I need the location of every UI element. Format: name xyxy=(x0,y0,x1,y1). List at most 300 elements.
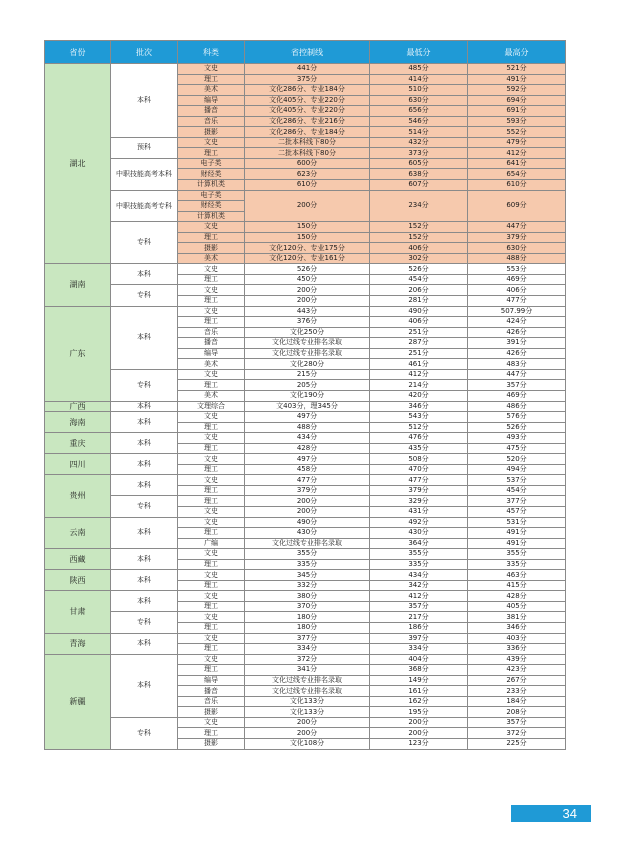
control-line-cell: 文化280分 xyxy=(245,359,370,370)
table-row xyxy=(45,222,566,233)
table-row xyxy=(45,717,566,728)
max-score-cell: 610分 xyxy=(468,180,566,191)
max-score-cell: 491分 xyxy=(468,538,566,549)
control-line-cell: 文化120分、专业175分 xyxy=(245,243,370,254)
category-cell: 计算机类 xyxy=(178,211,245,222)
table-row xyxy=(45,158,566,169)
control-line-cell: 335分 xyxy=(245,559,370,570)
max-score-cell: 405分 xyxy=(468,601,566,612)
category-cell: 文史 xyxy=(178,137,245,148)
category-cell: 财经类 xyxy=(178,169,245,180)
category-cell: 编导 xyxy=(178,348,245,359)
batch-cell: 本科 xyxy=(111,412,178,433)
batch-cell: 本科 xyxy=(111,306,178,369)
max-score-cell: 488分 xyxy=(468,253,566,264)
control-line-cell: 372分 xyxy=(245,654,370,665)
category-cell: 电子类 xyxy=(178,158,245,169)
header-max-score: 最高分 xyxy=(468,41,566,64)
table-row xyxy=(45,306,566,317)
max-score-cell: 493分 xyxy=(468,433,566,444)
min-score-cell: 346分 xyxy=(370,401,468,412)
category-cell: 编导 xyxy=(178,675,245,686)
min-score-cell: 406分 xyxy=(370,243,468,254)
max-score-cell: 592分 xyxy=(468,85,566,96)
control-line-cell: 450分 xyxy=(245,274,370,285)
category-cell: 播音 xyxy=(178,338,245,349)
batch-cell: 预科 xyxy=(111,137,178,158)
max-score-cell: 475分 xyxy=(468,443,566,454)
category-cell: 文史 xyxy=(178,454,245,465)
min-score-cell: 281分 xyxy=(370,296,468,307)
control-line-cell: 332分 xyxy=(245,580,370,591)
category-cell: 理工 xyxy=(178,622,245,633)
category-cell: 理工 xyxy=(178,665,245,676)
max-score-cell: 576分 xyxy=(468,412,566,423)
min-score-cell: 461分 xyxy=(370,359,468,370)
min-score-cell: 329分 xyxy=(370,496,468,507)
control-line-cell: 200分 xyxy=(245,190,370,222)
control-line-cell: 文化405分、专业220分 xyxy=(245,106,370,117)
batch-cell: 本科 xyxy=(111,454,178,475)
category-cell: 文史 xyxy=(178,64,245,75)
category-cell: 理工 xyxy=(178,148,245,159)
control-line-cell: 200分 xyxy=(245,728,370,739)
category-cell: 理工 xyxy=(178,464,245,475)
max-score-cell: 379分 xyxy=(468,232,566,243)
province-cell: 陕西 xyxy=(45,570,111,591)
category-cell: 文史 xyxy=(178,412,245,423)
table-row xyxy=(45,64,566,75)
max-score-cell: 526分 xyxy=(468,422,566,433)
min-score-cell: 251分 xyxy=(370,348,468,359)
table-row xyxy=(45,633,566,644)
max-score-cell: 381分 xyxy=(468,612,566,623)
category-cell: 理工 xyxy=(178,422,245,433)
table-row xyxy=(45,285,566,296)
category-cell: 文史 xyxy=(178,475,245,486)
table-row xyxy=(45,496,566,507)
min-score-cell: 334分 xyxy=(370,644,468,655)
category-cell: 文史 xyxy=(178,591,245,602)
max-score-cell: 357分 xyxy=(468,717,566,728)
max-score-cell: 694分 xyxy=(468,95,566,106)
control-line-cell: 文化过线专业排名录取 xyxy=(245,538,370,549)
category-cell: 理工 xyxy=(178,559,245,570)
province-cell: 西藏 xyxy=(45,549,111,570)
batch-cell: 本科 xyxy=(111,475,178,496)
control-line-cell: 文化133分 xyxy=(245,696,370,707)
header-control-line: 省控制线 xyxy=(245,41,370,64)
max-score-cell: 469分 xyxy=(468,274,566,285)
header-category: 科类 xyxy=(178,41,245,64)
min-score-cell: 234分 xyxy=(370,190,468,222)
control-line-cell: 334分 xyxy=(245,644,370,655)
control-line-cell: 文403分，理345分 xyxy=(245,401,370,412)
batch-cell: 中职技能高考本科 xyxy=(111,158,178,190)
province-cell: 甘肃 xyxy=(45,591,111,633)
control-line-cell: 200分 xyxy=(245,296,370,307)
province-cell: 湖南 xyxy=(45,264,111,306)
control-line-cell: 375分 xyxy=(245,74,370,85)
control-line-cell: 文化405分、专业220分 xyxy=(245,95,370,106)
min-score-cell: 434分 xyxy=(370,570,468,581)
control-line-cell: 200分 xyxy=(245,506,370,517)
min-score-cell: 430分 xyxy=(370,528,468,539)
category-cell: 文史 xyxy=(178,549,245,560)
min-score-cell: 287分 xyxy=(370,338,468,349)
province-cell: 贵州 xyxy=(45,475,111,517)
min-score-cell: 355分 xyxy=(370,549,468,560)
max-score-cell: 520分 xyxy=(468,454,566,465)
control-line-cell: 文化过线专业排名录取 xyxy=(245,686,370,697)
control-line-cell: 441分 xyxy=(245,64,370,75)
header-batch: 批次 xyxy=(111,41,178,64)
category-cell: 理工 xyxy=(178,443,245,454)
max-score-cell: 630分 xyxy=(468,243,566,254)
table-row xyxy=(45,190,566,201)
min-score-cell: 195分 xyxy=(370,707,468,718)
max-score-cell: 494分 xyxy=(468,464,566,475)
category-cell: 计算机类 xyxy=(178,180,245,191)
batch-cell: 本科 xyxy=(111,433,178,454)
category-cell: 理工 xyxy=(178,380,245,391)
max-score-cell: 491分 xyxy=(468,528,566,539)
min-score-cell: 454分 xyxy=(370,274,468,285)
max-score-cell: 208分 xyxy=(468,707,566,718)
control-line-cell: 180分 xyxy=(245,612,370,623)
min-score-cell: 200分 xyxy=(370,728,468,739)
max-score-cell: 403分 xyxy=(468,633,566,644)
max-score-cell: 423分 xyxy=(468,665,566,676)
max-score-cell: 463分 xyxy=(468,570,566,581)
min-score-cell: 485分 xyxy=(370,64,468,75)
batch-cell: 本科 xyxy=(111,570,178,591)
category-cell: 文史 xyxy=(178,517,245,528)
min-score-cell: 186分 xyxy=(370,622,468,633)
min-score-cell: 123分 xyxy=(370,739,468,750)
category-cell: 电子类 xyxy=(178,190,245,201)
category-cell: 广编 xyxy=(178,538,245,549)
category-cell: 文史 xyxy=(178,633,245,644)
max-score-cell: 469分 xyxy=(468,390,566,401)
table-row xyxy=(45,549,566,560)
control-line-cell: 205分 xyxy=(245,380,370,391)
control-line-cell: 428分 xyxy=(245,443,370,454)
batch-cell: 本科 xyxy=(111,591,178,612)
province-cell: 广西 xyxy=(45,401,111,412)
control-line-cell: 215分 xyxy=(245,369,370,380)
min-score-cell: 512分 xyxy=(370,422,468,433)
province-cell: 四川 xyxy=(45,454,111,475)
table-row xyxy=(45,570,566,581)
category-cell: 文史 xyxy=(178,654,245,665)
province-cell: 重庆 xyxy=(45,433,111,454)
category-cell: 编导 xyxy=(178,95,245,106)
batch-cell: 专科 xyxy=(111,717,178,749)
max-score-cell: 355分 xyxy=(468,549,566,560)
control-line-cell: 150分 xyxy=(245,232,370,243)
min-score-cell: 342分 xyxy=(370,580,468,591)
min-score-cell: 214分 xyxy=(370,380,468,391)
category-cell: 理工 xyxy=(178,232,245,243)
table-row xyxy=(45,454,566,465)
category-cell: 音乐 xyxy=(178,116,245,127)
min-score-cell: 335分 xyxy=(370,559,468,570)
control-line-cell: 文化286分、专业216分 xyxy=(245,116,370,127)
control-line-cell: 文化286分、专业184分 xyxy=(245,127,370,138)
max-score-cell: 552分 xyxy=(468,127,566,138)
admission-scores-table xyxy=(44,40,566,750)
control-line-cell: 600分 xyxy=(245,158,370,169)
table-row xyxy=(45,412,566,423)
category-cell: 文史 xyxy=(178,612,245,623)
max-score-cell: 507.99分 xyxy=(468,306,566,317)
max-score-cell: 426分 xyxy=(468,348,566,359)
category-cell: 文史 xyxy=(178,306,245,317)
min-score-cell: 368分 xyxy=(370,665,468,676)
max-score-cell: 553分 xyxy=(468,264,566,275)
control-line-cell: 文化过线专业排名录取 xyxy=(245,348,370,359)
min-score-cell: 543分 xyxy=(370,412,468,423)
category-cell: 美术 xyxy=(178,253,245,264)
control-line-cell: 488分 xyxy=(245,422,370,433)
max-score-cell: 184分 xyxy=(468,696,566,707)
control-line-cell: 434分 xyxy=(245,433,370,444)
category-cell: 理工 xyxy=(178,601,245,612)
max-score-cell: 593分 xyxy=(468,116,566,127)
control-line-cell: 文化108分 xyxy=(245,739,370,750)
max-score-cell: 267分 xyxy=(468,675,566,686)
max-score-cell: 406分 xyxy=(468,285,566,296)
min-score-cell: 404分 xyxy=(370,654,468,665)
max-score-cell: 335分 xyxy=(468,559,566,570)
control-line-cell: 文化过线专业排名录取 xyxy=(245,675,370,686)
control-line-cell: 文化190分 xyxy=(245,390,370,401)
control-line-cell: 443分 xyxy=(245,306,370,317)
min-score-cell: 546分 xyxy=(370,116,468,127)
province-cell: 湖北 xyxy=(45,64,111,264)
min-score-cell: 492分 xyxy=(370,517,468,528)
max-score-cell: 457分 xyxy=(468,506,566,517)
min-score-cell: 412分 xyxy=(370,591,468,602)
table-row xyxy=(45,654,566,665)
control-line-cell: 文化过线专业排名录取 xyxy=(245,338,370,349)
min-score-cell: 607分 xyxy=(370,180,468,191)
control-line-cell: 180分 xyxy=(245,622,370,633)
category-cell: 摄影 xyxy=(178,739,245,750)
header-province: 省份 xyxy=(45,41,111,64)
category-cell: 播音 xyxy=(178,106,245,117)
control-line-cell: 526分 xyxy=(245,264,370,275)
max-score-cell: 479分 xyxy=(468,137,566,148)
min-score-cell: 251分 xyxy=(370,327,468,338)
batch-cell: 本科 xyxy=(111,654,178,717)
table-row xyxy=(45,264,566,275)
min-score-cell: 476分 xyxy=(370,433,468,444)
category-cell: 美术 xyxy=(178,390,245,401)
min-score-cell: 514分 xyxy=(370,127,468,138)
max-score-cell: 531分 xyxy=(468,517,566,528)
min-score-cell: 656分 xyxy=(370,106,468,117)
category-cell: 理工 xyxy=(178,74,245,85)
table-row xyxy=(45,369,566,380)
min-score-cell: 431分 xyxy=(370,506,468,517)
control-line-cell: 430分 xyxy=(245,528,370,539)
table-body xyxy=(45,64,566,750)
batch-cell: 专科 xyxy=(111,222,178,264)
category-cell: 理工 xyxy=(178,485,245,496)
max-score-cell: 391分 xyxy=(468,338,566,349)
batch-cell: 中职技能高考专科 xyxy=(111,190,178,222)
control-line-cell: 370分 xyxy=(245,601,370,612)
category-cell: 摄影 xyxy=(178,707,245,718)
min-score-cell: 161分 xyxy=(370,686,468,697)
category-cell: 文史 xyxy=(178,570,245,581)
batch-cell: 本科 xyxy=(111,517,178,549)
max-score-cell: 447分 xyxy=(468,222,566,233)
max-score-cell: 491分 xyxy=(468,74,566,85)
control-line-cell: 477分 xyxy=(245,475,370,486)
table-row xyxy=(45,591,566,602)
min-score-cell: 357分 xyxy=(370,601,468,612)
category-cell: 文史 xyxy=(178,285,245,296)
max-score-cell: 426分 xyxy=(468,327,566,338)
control-line-cell: 文化250分 xyxy=(245,327,370,338)
min-score-cell: 414分 xyxy=(370,74,468,85)
control-line-cell: 379分 xyxy=(245,485,370,496)
min-score-cell: 162分 xyxy=(370,696,468,707)
max-score-cell: 521分 xyxy=(468,64,566,75)
min-score-cell: 630分 xyxy=(370,95,468,106)
category-cell: 文理综合 xyxy=(178,401,245,412)
header-min-score: 最低分 xyxy=(370,41,468,64)
min-score-cell: 508分 xyxy=(370,454,468,465)
min-score-cell: 412分 xyxy=(370,369,468,380)
table-row xyxy=(45,401,566,412)
control-line-cell: 458分 xyxy=(245,464,370,475)
category-cell: 摄影 xyxy=(178,243,245,254)
control-line-cell: 文化286分、专业184分 xyxy=(245,85,370,96)
category-cell: 文史 xyxy=(178,506,245,517)
table-header-row xyxy=(45,41,566,64)
category-cell: 文史 xyxy=(178,264,245,275)
min-score-cell: 206分 xyxy=(370,285,468,296)
category-cell: 理工 xyxy=(178,274,245,285)
min-score-cell: 217分 xyxy=(370,612,468,623)
max-score-cell: 412分 xyxy=(468,148,566,159)
control-line-cell: 380分 xyxy=(245,591,370,602)
max-score-cell: 336分 xyxy=(468,644,566,655)
batch-cell: 专科 xyxy=(111,285,178,306)
category-cell: 理工 xyxy=(178,296,245,307)
min-score-cell: 432分 xyxy=(370,137,468,148)
min-score-cell: 510分 xyxy=(370,85,468,96)
table-row xyxy=(45,475,566,486)
max-score-cell: 641分 xyxy=(468,158,566,169)
control-line-cell: 376分 xyxy=(245,317,370,328)
category-cell: 理工 xyxy=(178,728,245,739)
category-cell: 音乐 xyxy=(178,327,245,338)
max-score-cell: 415分 xyxy=(468,580,566,591)
min-score-cell: 373分 xyxy=(370,148,468,159)
category-cell: 理工 xyxy=(178,580,245,591)
control-line-cell: 二批本科线下80分 xyxy=(245,148,370,159)
min-score-cell: 152分 xyxy=(370,222,468,233)
control-line-cell: 377分 xyxy=(245,633,370,644)
max-score-cell: 447分 xyxy=(468,369,566,380)
province-cell: 新疆 xyxy=(45,654,111,749)
control-line-cell: 文化133分 xyxy=(245,707,370,718)
page-number: 34 xyxy=(511,805,591,822)
control-line-cell: 610分 xyxy=(245,180,370,191)
max-score-cell: 377分 xyxy=(468,496,566,507)
batch-cell: 本科 xyxy=(111,264,178,285)
category-cell: 文史 xyxy=(178,433,245,444)
batch-cell: 本科 xyxy=(111,549,178,570)
category-cell: 理工 xyxy=(178,317,245,328)
max-score-cell: 537分 xyxy=(468,475,566,486)
max-score-cell: 654分 xyxy=(468,169,566,180)
control-line-cell: 623分 xyxy=(245,169,370,180)
category-cell: 音乐 xyxy=(178,696,245,707)
category-cell: 播音 xyxy=(178,686,245,697)
batch-cell: 本科 xyxy=(111,633,178,654)
table-row xyxy=(45,433,566,444)
table-row xyxy=(45,137,566,148)
batch-cell: 专科 xyxy=(111,612,178,633)
min-score-cell: 406分 xyxy=(370,317,468,328)
control-line-cell: 二批本科线下80分 xyxy=(245,137,370,148)
min-score-cell: 152分 xyxy=(370,232,468,243)
max-score-cell: 424分 xyxy=(468,317,566,328)
batch-cell: 专科 xyxy=(111,369,178,401)
min-score-cell: 379分 xyxy=(370,485,468,496)
max-score-cell: 372分 xyxy=(468,728,566,739)
batch-cell: 本科 xyxy=(111,64,178,138)
batch-cell: 专科 xyxy=(111,496,178,517)
control-line-cell: 497分 xyxy=(245,454,370,465)
category-cell: 理工 xyxy=(178,644,245,655)
max-score-cell: 346分 xyxy=(468,622,566,633)
province-cell: 青海 xyxy=(45,633,111,654)
min-score-cell: 470分 xyxy=(370,464,468,475)
max-score-cell: 225分 xyxy=(468,739,566,750)
batch-cell: 本科 xyxy=(111,401,178,412)
category-cell: 摄影 xyxy=(178,127,245,138)
province-cell: 海南 xyxy=(45,412,111,433)
control-line-cell: 345分 xyxy=(245,570,370,581)
category-cell: 理工 xyxy=(178,496,245,507)
min-score-cell: 200分 xyxy=(370,717,468,728)
control-line-cell: 341分 xyxy=(245,665,370,676)
min-score-cell: 490分 xyxy=(370,306,468,317)
min-score-cell: 638分 xyxy=(370,169,468,180)
max-score-cell: 477分 xyxy=(468,296,566,307)
control-line-cell: 200分 xyxy=(245,496,370,507)
category-cell: 文史 xyxy=(178,369,245,380)
category-cell: 理工 xyxy=(178,528,245,539)
control-line-cell: 497分 xyxy=(245,412,370,423)
min-score-cell: 397分 xyxy=(370,633,468,644)
min-score-cell: 435分 xyxy=(370,443,468,454)
max-score-cell: 691分 xyxy=(468,106,566,117)
category-cell: 文史 xyxy=(178,717,245,728)
min-score-cell: 605分 xyxy=(370,158,468,169)
min-score-cell: 420分 xyxy=(370,390,468,401)
max-score-cell: 483分 xyxy=(468,359,566,370)
max-score-cell: 439分 xyxy=(468,654,566,665)
category-cell: 美术 xyxy=(178,359,245,370)
